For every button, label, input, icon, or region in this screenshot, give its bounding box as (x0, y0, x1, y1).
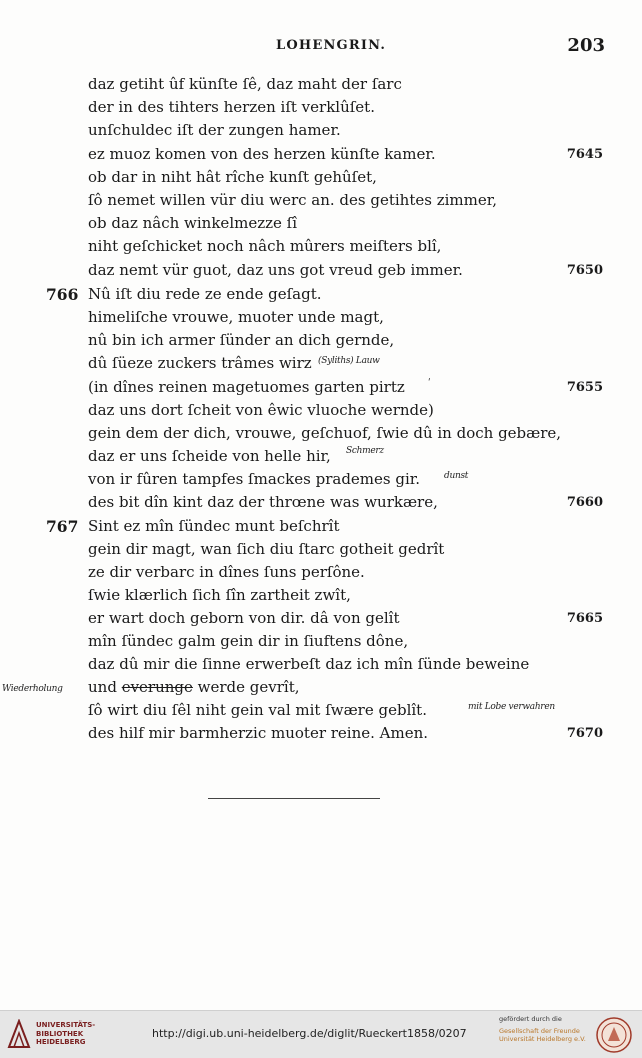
verse-line: gein dem der dich, vrouwe, geſchuof, ſwie dû in doch gebære, (88, 424, 562, 442)
verse-line: ze dir verbarc in dînes ſuns perſône. (88, 563, 365, 581)
verse-line: ob daz nâch winkelmezze ſî (88, 214, 298, 232)
library-name: UNIVERSITÄTS- BIBLIOTHEK HEIDELBERG (36, 1021, 96, 1046)
verse-line: dû ſüeze zuckers trâmes wirz (Syliths) Lauw (0, 352, 642, 375)
verse-line: Wiederholung und everunge werde gevrît, (0, 676, 642, 699)
line-number: 7650 (566, 263, 603, 278)
verse-line: daz er uns ſcheide von helle hir, Schmerz (0, 445, 642, 468)
stanza-number: 767 (46, 517, 79, 536)
handwritten-note: dunst (444, 471, 469, 481)
handwritten-note: Schmerz (346, 446, 384, 456)
handwritten-note: mit Lobe verwahren (468, 702, 555, 712)
library-logo-icon (7, 1019, 31, 1049)
page-number: 203 (567, 35, 605, 56)
verse-line: 766 Nû iſt diu rede ze ende geſagt. (46, 285, 322, 304)
permalink-url[interactable]: http://digi.ub.uni-heidelberg.de/diglit/Rueckert1858/0207 (152, 1027, 467, 1040)
line-number: 7670 (566, 726, 603, 741)
verse-line: himeliſche vrouwe, muoter unde magt, (88, 308, 384, 326)
verse-line: unſchuldec iſt der zungen hamer. (88, 121, 341, 139)
handwritten-note: (Syliths) Lauw (318, 356, 380, 366)
university-seal-icon (596, 1017, 632, 1053)
verse-line: daz nemt vür guot, daz uns got vreud geb immer. 7650 (0, 259, 642, 282)
verse-line: niht geſchicket noch nâch mûrers meiſters blî, (88, 237, 442, 255)
handwritten-note: ꞌ (428, 378, 431, 388)
verse-line: mîn ſündec galm gein dir in ſiuftens dône, (88, 632, 409, 650)
verse-line: nû bin ich armer ſünder an dich gernde, (88, 331, 395, 349)
verse-line: ſô nemet willen vür diu werc an. des getihtes zimmer, (88, 191, 498, 209)
verse-line: 767 Sint ez mîn ſündec munt beſchrît (46, 517, 340, 536)
verse-line: er wart doch geborn von dir. dâ von gelît 7665 (0, 607, 642, 630)
verse-line: ſwie klærlich ſich ſîn zartheit zwît, (88, 586, 351, 604)
verse-line: daz dû mir die ſinne erwerbeſt daz ich mîn ſünde beweine (88, 655, 530, 673)
line-number: 7660 (566, 495, 603, 510)
page-header (0, 35, 642, 62)
line-number: 7665 (566, 611, 603, 626)
verse-line: ez muoz komen von des herzen künſte kamer. 7645 (0, 143, 642, 166)
verse-line: gein dir magt, wan ſich diu ſtarc gotheit gedrît (88, 540, 445, 558)
verse-line: (in dînes reinen magetuomes garten pirtz ꞌ 7655 (0, 376, 642, 399)
verse-line: ob dar in niht hât rîche kunſt gehûſet, (88, 168, 377, 186)
closing-rule (208, 798, 380, 799)
verse-line: der in des tihters herzen iſt verklûſet. (88, 98, 375, 116)
verse-line: daz uns dort ſcheit von êwic vluoche wernde) (88, 401, 434, 419)
verse-line: von ir fûren tampfes ſmackes prademes gir. dunst (0, 468, 642, 491)
sponsor-text: gefördert durch die Gesellschaft der Freunde Universität Heidelberg e.V. (499, 1015, 586, 1043)
handwritten-note: Wiederholung (2, 684, 63, 694)
verse-line: des hilf mir barmherzic muoter reine. Amen. 7670 (0, 722, 642, 745)
stanza-number: 766 (46, 285, 79, 304)
verse-line: des bit dîn kint daz der thrœne was wurkære, 7660 (0, 491, 642, 514)
verse-line: ſô wirt diu ſêl niht gein val mit ſwære geblît. mit Lobe verwahren (0, 699, 642, 722)
verse-line: daz getiht ûf künſte ſê, daz maht der ſarc (88, 75, 402, 93)
line-number: 7645 (566, 147, 603, 162)
running-title: LOHENGRIN. (276, 38, 387, 53)
line-number: 7655 (566, 380, 603, 395)
viewer-footer (0, 1010, 642, 1058)
